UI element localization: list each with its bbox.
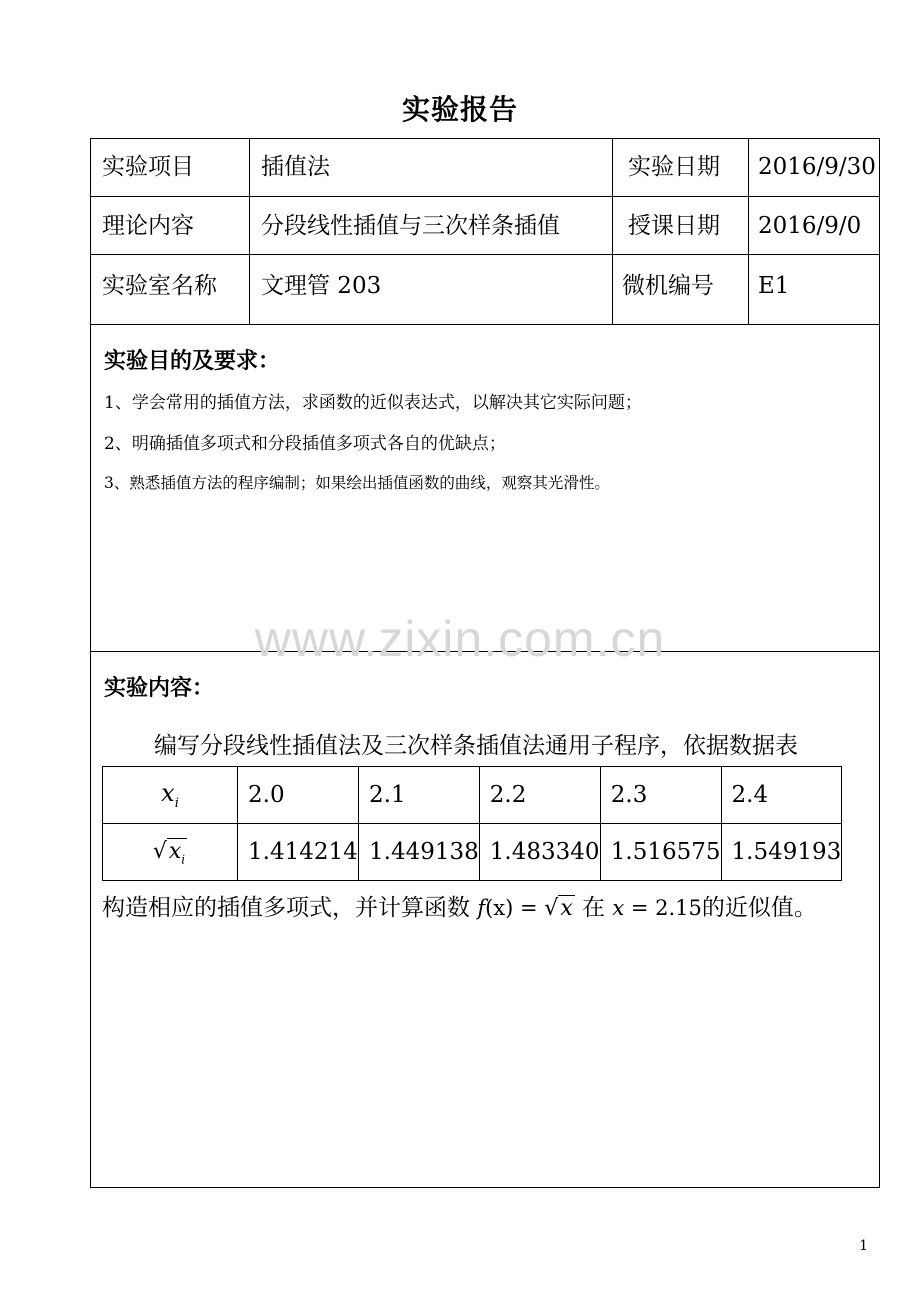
- sqrt-symbol: $√x_i$: [152, 838, 186, 867]
- label-lab-name: 实验室名称: [102, 273, 217, 299]
- label-theory-content: 理论内容: [102, 213, 194, 239]
- row-header-x: $x_i$: [103, 767, 238, 824]
- content-heading: 实验内容：: [104, 675, 215, 701]
- grid-line: [249, 139, 250, 324]
- grid-line: [91, 324, 879, 325]
- value-computer-number: E1: [758, 273, 790, 299]
- label-experiment-date: 实验日期: [628, 154, 720, 180]
- value-theory-content: 分段线性插值与三次样条插值: [261, 213, 560, 239]
- value-experiment-project: 插值法: [261, 154, 330, 180]
- table-row: [103, 824, 842, 881]
- table-cell: 2.3: [600, 767, 721, 824]
- report-title: 实验报告: [401, 93, 518, 126]
- table-cell: 2.0: [238, 767, 359, 824]
- grid-line: [91, 196, 879, 197]
- table-cell: 1.414214: [238, 824, 359, 881]
- table-cell: 1.516575: [600, 824, 721, 881]
- content-section: [91, 651, 879, 1188]
- objective-item: 2、明确插值多项式和分段插值多项式各自的优缺点；: [104, 434, 506, 454]
- table-cell: 1.483340: [479, 824, 600, 881]
- table-cell: 2.1: [359, 767, 480, 824]
- table-cell: 1.549193: [721, 824, 842, 881]
- evaluation-point: x = 2.15: [612, 896, 702, 920]
- function-expression: f(x) = √x: [477, 896, 573, 921]
- watermark: www.zixin.com.cn: [254, 611, 666, 667]
- objective-item: 1、学会常用的插值方法，求函数的近似表达式，以解决其它实际问题；: [104, 393, 642, 413]
- table-cell: 1.449138: [359, 824, 480, 881]
- table-row: [103, 767, 842, 824]
- value-lab-name: 文理管 203: [261, 273, 382, 299]
- value-lecture-date: 2016/9/0: [758, 213, 862, 239]
- grid-line: [91, 254, 879, 255]
- value-experiment-date: 2016/9/30: [758, 154, 876, 180]
- page-number: 1: [859, 1238, 868, 1254]
- objective-item: 3、熟悉插值方法的程序编制；如果绘出插值函数的曲线，观察其光滑性。: [104, 474, 610, 492]
- task-sentence: 构造相应的插值多项式，并计算函数 f(x) = √x 在 x = 2.15的近似值。: [102, 895, 817, 921]
- label-lecture-date: 授课日期: [628, 213, 720, 239]
- label-experiment-project: 实验项目: [102, 154, 194, 180]
- label-computer-number: 微机编号: [622, 273, 714, 299]
- table-cell: 2.2: [479, 767, 600, 824]
- row-header-sqrt-x: [103, 824, 238, 881]
- objectives-heading: 实验目的及要求：: [104, 348, 281, 374]
- content-intro: 编写分段线性插值法及三次样条插值法通用子程序，依据数据表: [154, 733, 798, 759]
- table-cell: 2.4: [721, 767, 842, 824]
- data-table: [102, 766, 842, 881]
- grid-line: [612, 139, 613, 324]
- grid-line: [748, 139, 749, 324]
